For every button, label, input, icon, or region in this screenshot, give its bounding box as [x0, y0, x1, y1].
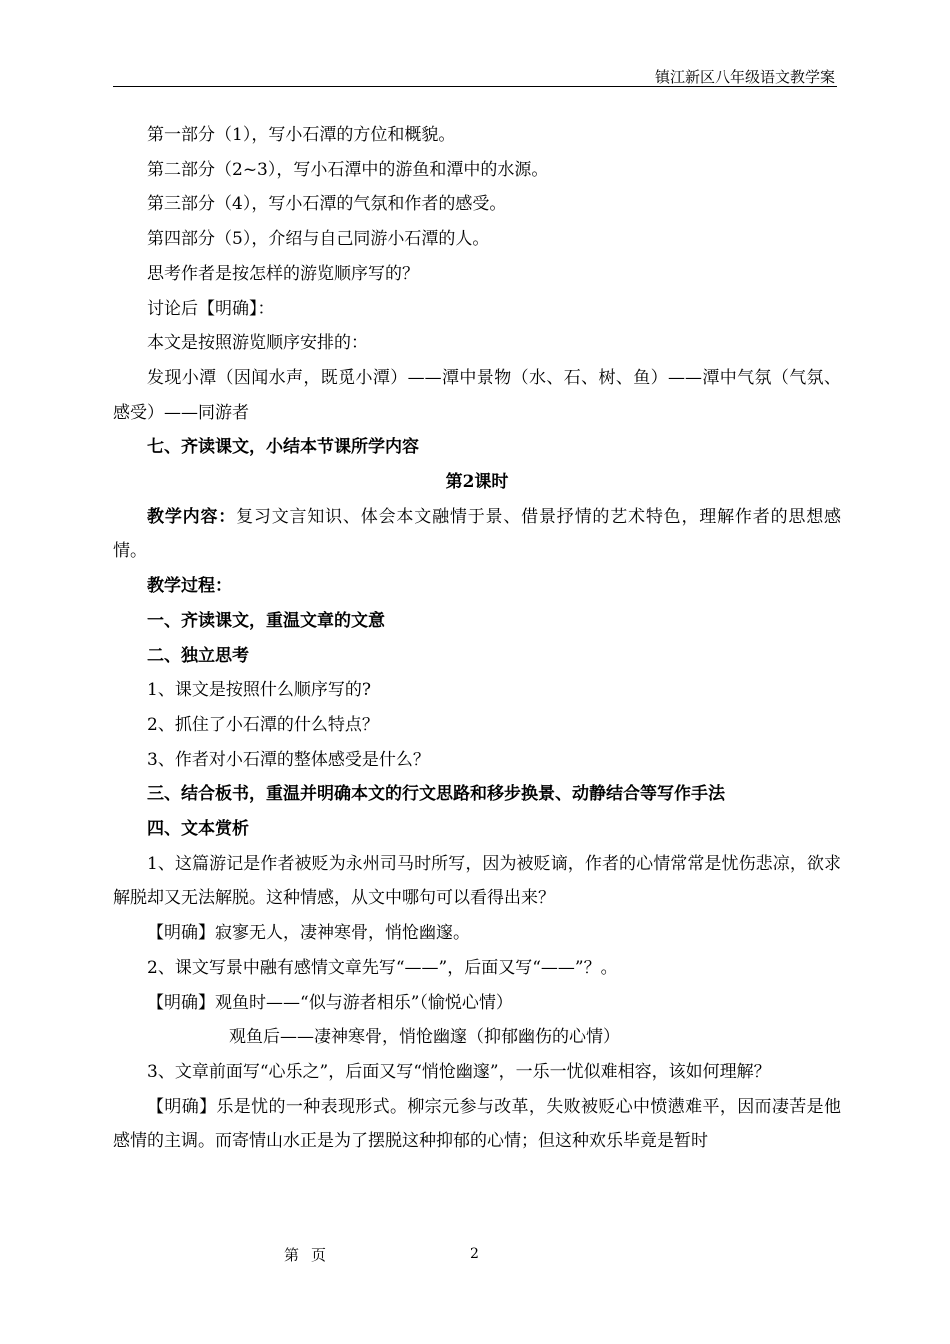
- paragraph: 第一部分（1），写小石潭的方位和概貌。: [147, 125, 456, 145]
- paragraph: 第四部分（5），介绍与自己同游小石潭的人。: [147, 229, 490, 250]
- answer: 【明确】乐是忧的一种表现形式。柳宗元参与改革，失败被贬心中愤懑难平，因而凄苦是他感情的主调。而寄情山水正是为了摆脱这种抑郁的心情；但这种欢乐毕竟是暂时: [113, 1096, 841, 1152]
- section-heading: 四、文本赏析: [147, 819, 249, 840]
- question: 3、作者对小石潭的整体感受是什么？: [147, 749, 430, 770]
- question: 1、课文是按照什么顺序写的?: [147, 680, 371, 701]
- page-header: [113, 66, 837, 87]
- question: 2、抓住了小石潭的什么特点？: [147, 714, 379, 735]
- teaching-content-label: 教学内容：: [147, 506, 237, 527]
- page-number: 2: [470, 1246, 479, 1262]
- footer-label: 第页: [284, 1246, 339, 1264]
- question: 1、这篇游记是作者被贬为永州司马时所写，因为被贬谪，作者的心情常常是忧伤悲凉，欲求解脱却又无法解脱。这种情感，从文中哪句可以看得出来？: [113, 853, 841, 909]
- teaching-content-text: 复习文言知识、体会本文融情于景、借景抒情的艺术特色，理解作者的思想感情。: [113, 506, 842, 562]
- paragraph: 第三部分（4），写小石潭的气氛和作者的感受。: [147, 194, 507, 215]
- paragraph: 本文是按照游览顺序安排的：: [147, 333, 368, 354]
- section-heading: 教学过程：: [147, 576, 232, 597]
- paragraph: 讨论后【明确】：: [147, 298, 275, 319]
- header-title: 镇江新区八年级语文教学案: [654, 68, 835, 86]
- section-heading: 七、齐读课文，小结本节课所学内容: [147, 437, 419, 458]
- document-body: [113, 118, 841, 1159]
- paragraph: 发现小潭（因闻水声，既觅小潭）——潭中景物（水、石、树、鱼）——潭中气氛（气氛、感受）——同游者: [113, 367, 841, 423]
- paragraph: 思考作者是按怎样的游览顺序写的？: [147, 263, 419, 284]
- lesson-title: 第2课时: [445, 472, 509, 493]
- paragraph: 第二部分（2~3），写小石潭中的游鱼和潭中的水源。: [147, 159, 549, 180]
- answer: 【明确】观鱼时——“似与游者相乐”（愉悦心情）: [147, 992, 513, 1013]
- answer: 观鱼后——凄神寒骨，悄怆幽邃（抑郁幽伤的心情）: [229, 1027, 620, 1048]
- section-heading: 一、齐读课文，重温文章的文意: [147, 610, 385, 631]
- question: 2、课文写景中融有感情文章先写“——”，后面又写“——”？。: [147, 957, 618, 978]
- section-heading: 二、独立思考: [147, 645, 249, 666]
- question: 3、文章前面写“心乐之”，后面又写“悄怆幽邃”，一乐一忧似难相容，该如何理解？: [147, 1061, 771, 1082]
- answer: 【明确】寂寥无人，凄神寒骨，悄怆幽邃。: [147, 923, 470, 944]
- section-heading: 三、结合板书，重温并明确本文的行文思路和移步换景、动静结合等写作手法: [147, 784, 725, 805]
- teaching-content: [113, 500, 841, 569]
